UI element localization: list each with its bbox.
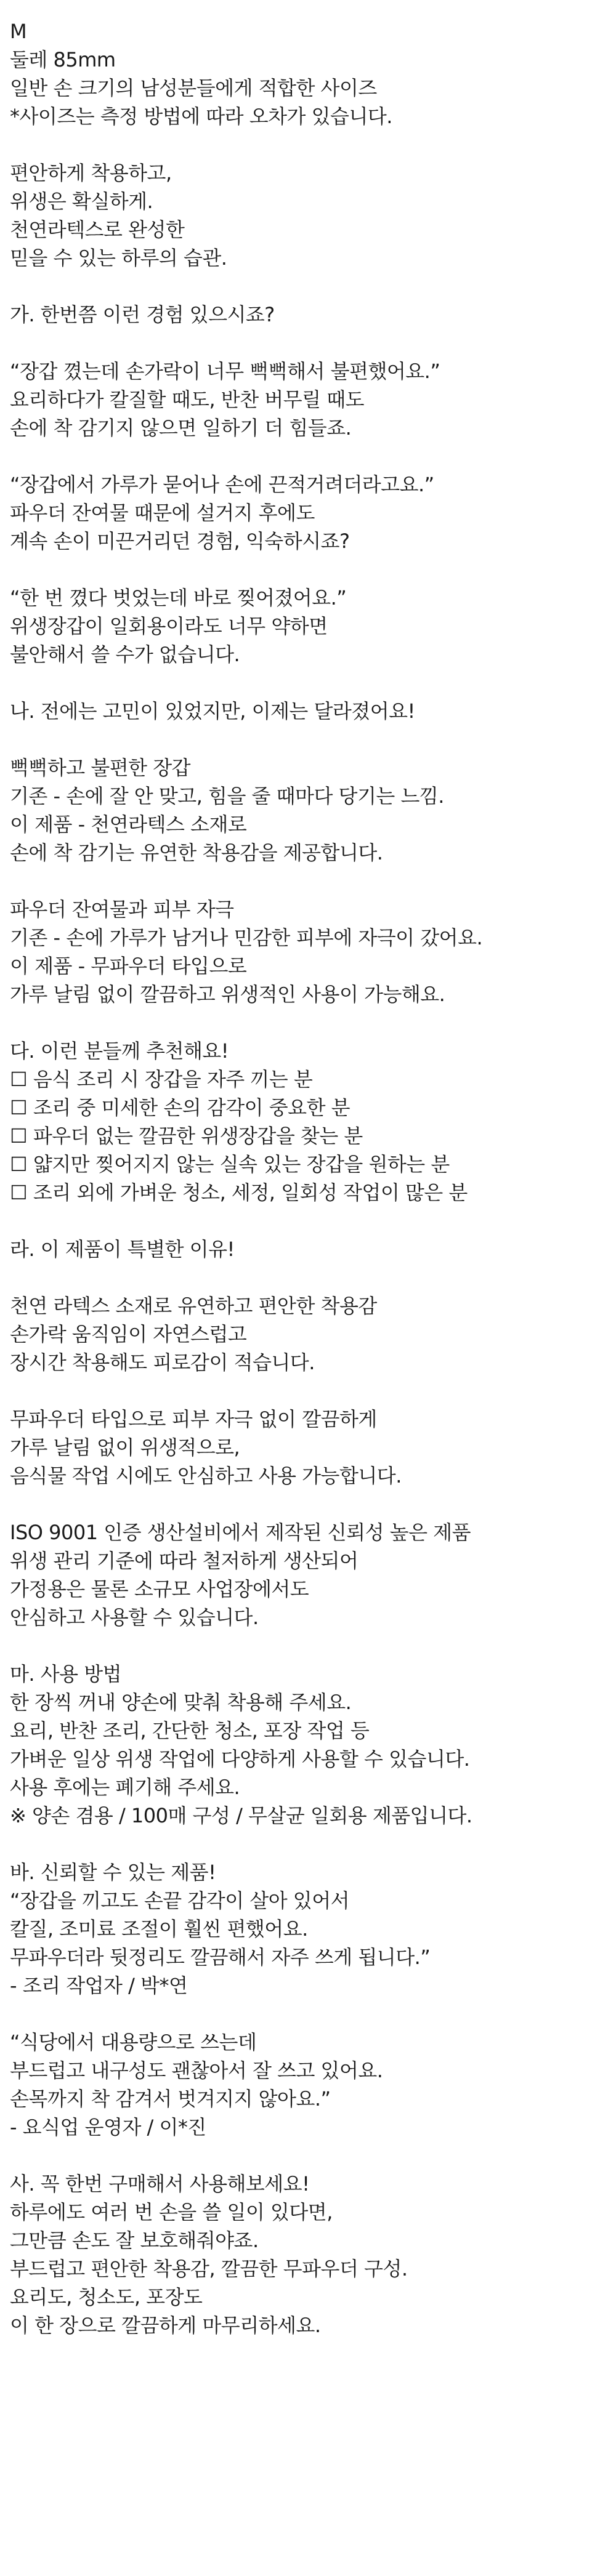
text-line: 편안하게 착용하고, — [10, 161, 172, 185]
paragraph — [10, 1405, 607, 1490]
text-line: 요리, 반찬 조리, 간단한 청소, 포장 작업 등 — [10, 1719, 370, 1742]
paragraph-gap — [10, 725, 607, 754]
text-line: 믿을 수 있는 하루의 습관. — [10, 246, 227, 270]
text-line: 둘레 85mm — [10, 48, 116, 71]
text-line: 손에 착 감기는 유연한 착용감을 제공합니다. — [10, 841, 383, 864]
paragraph — [10, 357, 607, 442]
paragraph-gap — [10, 1263, 607, 1292]
text-line: 불안해서 쓸 수가 없습니다. — [10, 643, 240, 666]
text-line: ※ 양손 겸용 / 100매 구성 / 무살균 일회용 제품입니다. — [10, 1804, 472, 1827]
paragraph — [10, 1292, 607, 1377]
text-line: 그만큼 손도 잘 보호해줘야죠. — [10, 2229, 259, 2252]
text-line: 가루 날림 없이 위생적으로, — [10, 1436, 240, 1459]
text-line: - 조리 작업자 / 박*연 — [10, 1974, 188, 1997]
text-line: 안심하고 사용할 수 있습니다. — [10, 1606, 259, 1629]
text-line: ☐ 얇지만 찢어지지 않는 실속 있는 장갑을 원하는 분 — [10, 1153, 450, 1176]
text-line: 칼질, 조미료 조절이 훨씬 편했어요. — [10, 1917, 308, 1941]
text-line: 뻑뻑하고 불편한 장갑 — [10, 756, 191, 779]
text-line: ☐ 조리 외에 가벼운 청소, 세정, 일회성 작업이 많은 분 — [10, 1181, 468, 1204]
text-line: 이 제품 - 무파우더 타입으로 — [10, 954, 247, 978]
text-line: 부드럽고 편안한 착용감, 깔끔한 무파우더 구성. — [10, 2257, 408, 2280]
paragraph — [10, 1858, 607, 2000]
text-line: 가정용은 물론 소규모 사업장에서도 — [10, 1577, 309, 1601]
text-line: “식당에서 대용량으로 쓰는데 — [10, 2031, 257, 2054]
text-line: 위생 관리 기준에 따라 철저하게 생산되어 — [10, 1549, 359, 1572]
text-line: 일반 손 크기의 남성분들에게 적합한 사이즈 — [10, 76, 377, 100]
text-line: “장갑 꼈는데 손가락이 너무 뻑뻑해서 불편했어요.” — [10, 360, 440, 383]
text-line: “장갑에서 가루가 묻어나 손에 끈적거려더라고요.” — [10, 473, 434, 496]
paragraph-gap — [10, 2000, 607, 2028]
text-line: 천연 라텍스 소재로 유연하고 편안한 착용감 — [10, 1294, 377, 1318]
text-line: 손에 착 감기지 않으면 일하기 더 힘들죠. — [10, 416, 352, 440]
text-line: ☐ 파우더 없는 깔끔한 위생장갑을 찾는 분 — [10, 1124, 363, 1148]
text-line: 이 제품 - 천연라텍스 소재로 — [10, 813, 247, 836]
paragraph-gap — [10, 669, 607, 697]
paragraph — [10, 1037, 607, 1207]
text-line: 가루 날림 없이 깔끔하고 위생적인 사용이 가능해요. — [10, 983, 445, 1006]
text-line: 손가락 움직임이 자연스럽고 — [10, 1322, 247, 1346]
paragraph-gap — [10, 131, 607, 159]
text-line: 다. 이런 분들께 추천해요! — [10, 1039, 229, 1063]
text-line: 요리도, 청소도, 포장도 — [10, 2285, 203, 2309]
text-line: ☐ 조리 중 미세한 손의 감각이 중요한 분 — [10, 1096, 351, 1119]
text-line: 장시간 착용해도 피로감이 적습니다. — [10, 1351, 315, 1374]
paragraph — [10, 17, 607, 131]
text-line: 기존 - 손에 가루가 남거나 민감한 피부에 자극이 갔어요. — [10, 926, 483, 949]
paragraph — [10, 159, 607, 272]
text-line: 요리하다가 칼질할 때도, 반찬 버무릴 때도 — [10, 388, 365, 411]
paragraph-gap — [10, 2141, 607, 2170]
text-line: 부드럽고 내구성도 괜찮아서 잘 쓰고 있어요. — [10, 2059, 383, 2082]
paragraph — [10, 1660, 607, 1830]
text-line: *사이즈는 측정 방법에 따라 오차가 있습니다. — [10, 105, 392, 128]
paragraph-gap — [10, 1377, 607, 1405]
text-line: 마. 사용 방법 — [10, 1662, 122, 1686]
text-line: 라. 이 제품이 특별한 이유! — [10, 1238, 235, 1261]
paragraph — [10, 1235, 607, 1263]
paragraph — [10, 895, 607, 1008]
text-line: 천연라텍스로 완성한 — [10, 218, 185, 241]
paragraph-gap — [10, 442, 607, 470]
paragraph-gap — [10, 1632, 607, 1660]
text-line: 기존 - 손에 잘 안 맞고, 힘을 줄 때마다 당기는 느낌. — [10, 784, 444, 808]
paragraph — [10, 697, 607, 725]
text-line: 파우더 잔여물과 피부 자극 — [10, 898, 234, 921]
paragraph — [10, 2028, 607, 2141]
text-line: 사. 꼭 한번 구매해서 사용해보세요! — [10, 2172, 310, 2196]
paragraph-gap — [10, 1490, 607, 1518]
paragraph-gap — [10, 1207, 607, 1235]
paragraph-gap — [10, 867, 607, 895]
text-line: M — [10, 20, 27, 43]
text-line: 위생장갑이 일회용이라도 너무 약하면 — [10, 614, 328, 638]
paragraph-gap — [10, 555, 607, 584]
text-line: 손목까지 착 감겨서 벗겨지지 않아요.” — [10, 2087, 331, 2111]
text-line: 가벼운 일상 위생 작업에 다양하게 사용할 수 있습니다. — [10, 1747, 470, 1771]
paragraph-gap — [10, 272, 607, 300]
text-line: 음식물 작업 시에도 안심하고 사용 가능합니다. — [10, 1464, 402, 1487]
text-line: - 요식업 운영자 / 이*진 — [10, 2115, 206, 2139]
text-line: 가. 한번쯤 이런 경험 있으시죠? — [10, 303, 275, 326]
paragraph — [10, 2170, 607, 2340]
text-line: ISO 9001 인증 생산설비에서 제작된 신뢰성 높은 제품 — [10, 1521, 471, 1544]
paragraph — [10, 470, 607, 555]
text-line: “장갑을 끼고도 손끝 감각이 살아 있어서 — [10, 1889, 350, 1912]
paragraph-gap — [10, 1830, 607, 1858]
text-line: “한 번 꼈다 벗었는데 바로 찢어졌어요.” — [10, 586, 347, 610]
paragraph-gap — [10, 1008, 607, 1037]
paragraph-gap — [10, 329, 607, 357]
text-line: 무파우더 타입으로 피부 자극 없이 깔끔하게 — [10, 1407, 377, 1431]
paragraph — [10, 584, 607, 669]
text-line: 사용 후에는 폐기해 주세요. — [10, 1776, 240, 1799]
text-line: ☐ 음식 조리 시 장갑을 자주 끼는 분 — [10, 1068, 313, 1091]
text-line: 계속 손이 미끈거리던 경험, 익숙하시죠? — [10, 529, 350, 553]
paragraph — [10, 1518, 607, 1632]
text-line: 하루에도 여러 번 손을 쓸 일이 있다면, — [10, 2200, 333, 2224]
text-line: 나. 전에는 고민이 있었지만, 이제는 달라졌어요! — [10, 699, 415, 723]
text-line: 위생은 확실하게. — [10, 190, 153, 213]
paragraph — [10, 300, 607, 329]
text-line: 바. 신뢰할 수 있는 제품! — [10, 1861, 216, 1884]
paragraph — [10, 754, 607, 867]
text-line: 무파우더라 뒷정리도 깔끔해서 자주 쓰게 됩니다.” — [10, 1946, 431, 1969]
text-line: 이 한 장으로 깔끔하게 마무리하세요. — [10, 2314, 321, 2337]
product-description — [10, 17, 607, 2340]
text-line: 파우더 잔여물 때문에 설거지 후에도 — [10, 501, 315, 525]
text-line: 한 장씩 꺼내 양손에 맞춰 착용해 주세요. — [10, 1691, 352, 1714]
